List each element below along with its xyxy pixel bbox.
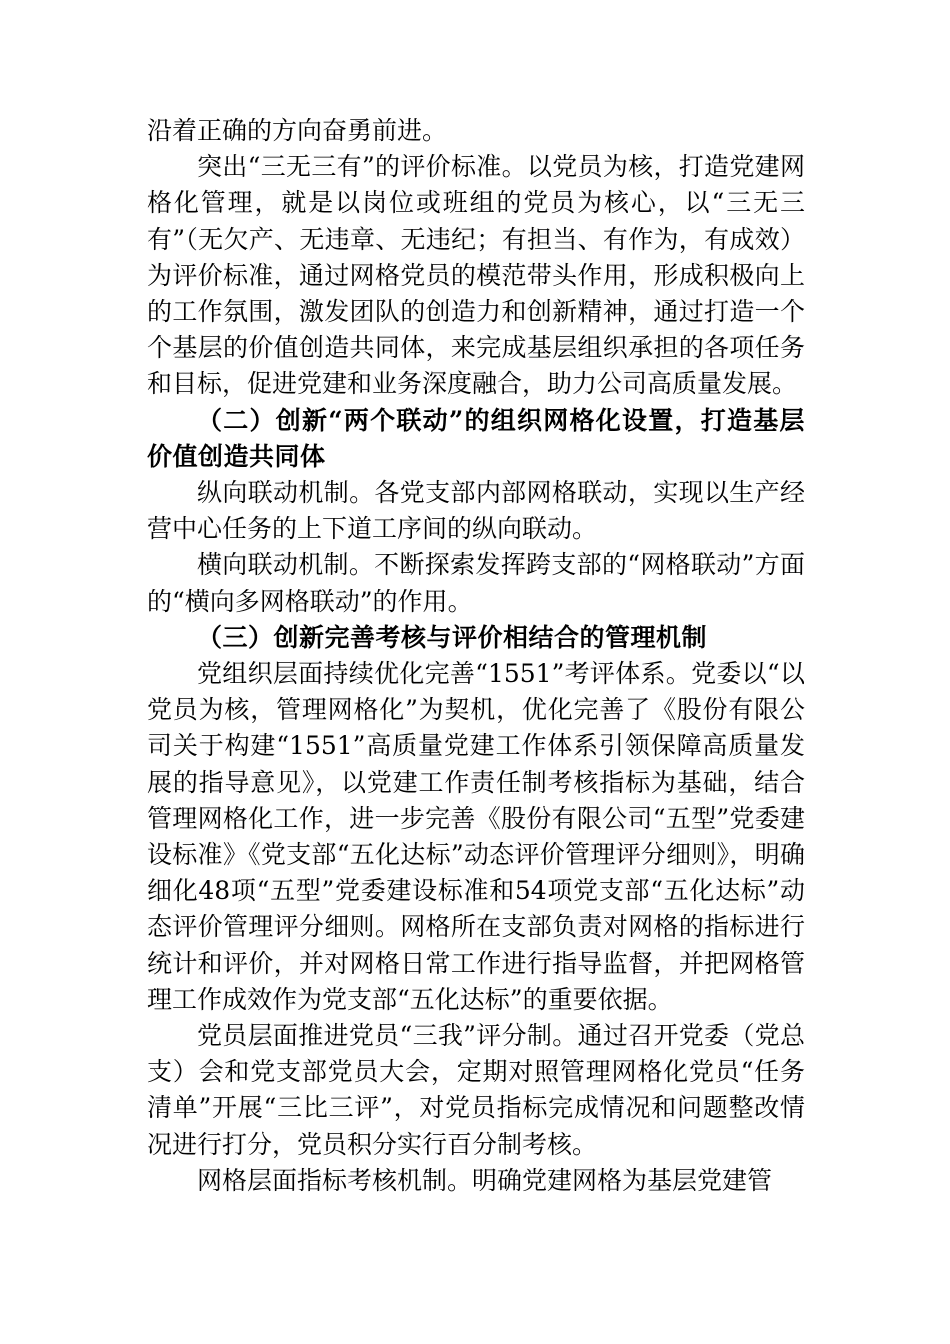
paragraph-grid-level: 网格层面指标考核机制。明确党建网格为基层党建管: [197, 1165, 773, 1195]
document-page: [147, 113, 805, 1199]
paragraph-horizontal-linkage: 横向联动机制。不断探索发挥跨支部的“网格联动”方面的“横向多网格联动”的作用。: [147, 550, 805, 616]
paragraph-continuation: 沿着正确的方向奋勇前进。: [147, 116, 448, 145]
section-heading-assessment-mechanism: （三）创新完善考核与评价相结合的管理机制: [197, 622, 708, 652]
paragraph-evaluation-standard: 突出“三无三有”的评价标准。以党员为核，打造党建网格化管理，就是以岗位或班组的党员为核心，以“三无三有”（无欠产、无违章、无违纪；有担当、有作为，有成效）为评价标准，通过网格党员的模范带头作用，形成积极向上的工作氛围，激发团队的创造力和创新精神，通过打造一个个基层的价值创造共同体，来完成基层组织承担的各项任务和目标，促进党建和业务深度融合，助力公司高质量发展。: [147, 152, 805, 399]
paragraph-organization-level: 党组织层面持续优化完善“1551”考评体系。党委以“以党员为核，管理网格化”为契机，优化完善了《股份有限公司关于构建“1551”高质量党建工作体系引领保障高质量发展的指导意见》，以党建工作责任制考核指标为基础，结合管理网格化工作，进一步完善《股份有限公司“五型”党委建设标准》《党支部“五化达标”动态评价管理评分细则》，明确细化48项“五型”党委建设标准和54项党支部“五化达标”动态评价管理评分细则。网格所在支部负责对网格的指标进行统计和评价，并对网格日常工作进行指导监督，并把网格管理工作成效作为党支部“五化达标”的重要依据。: [147, 659, 805, 1014]
section-heading-two-linkages: （二）创新“两个联动”的组织网格化设置，打造基层价值创造共同体: [147, 405, 805, 471]
paragraph-vertical-linkage: 纵向联动机制。各党支部内部网格联动，实现以生产经营中心任务的上下道工序间的纵向联动。: [147, 478, 805, 544]
paragraph-member-level: 党员层面推进党员“三我”评分制。通过召开党委（党总支）会和党支部党员大会，定期对照管理网格化党员“任务清单”开展“三比三评”，对党员指标完成情况和问题整改情况进行打分，党员积分实行百分制考核。: [147, 1021, 805, 1159]
